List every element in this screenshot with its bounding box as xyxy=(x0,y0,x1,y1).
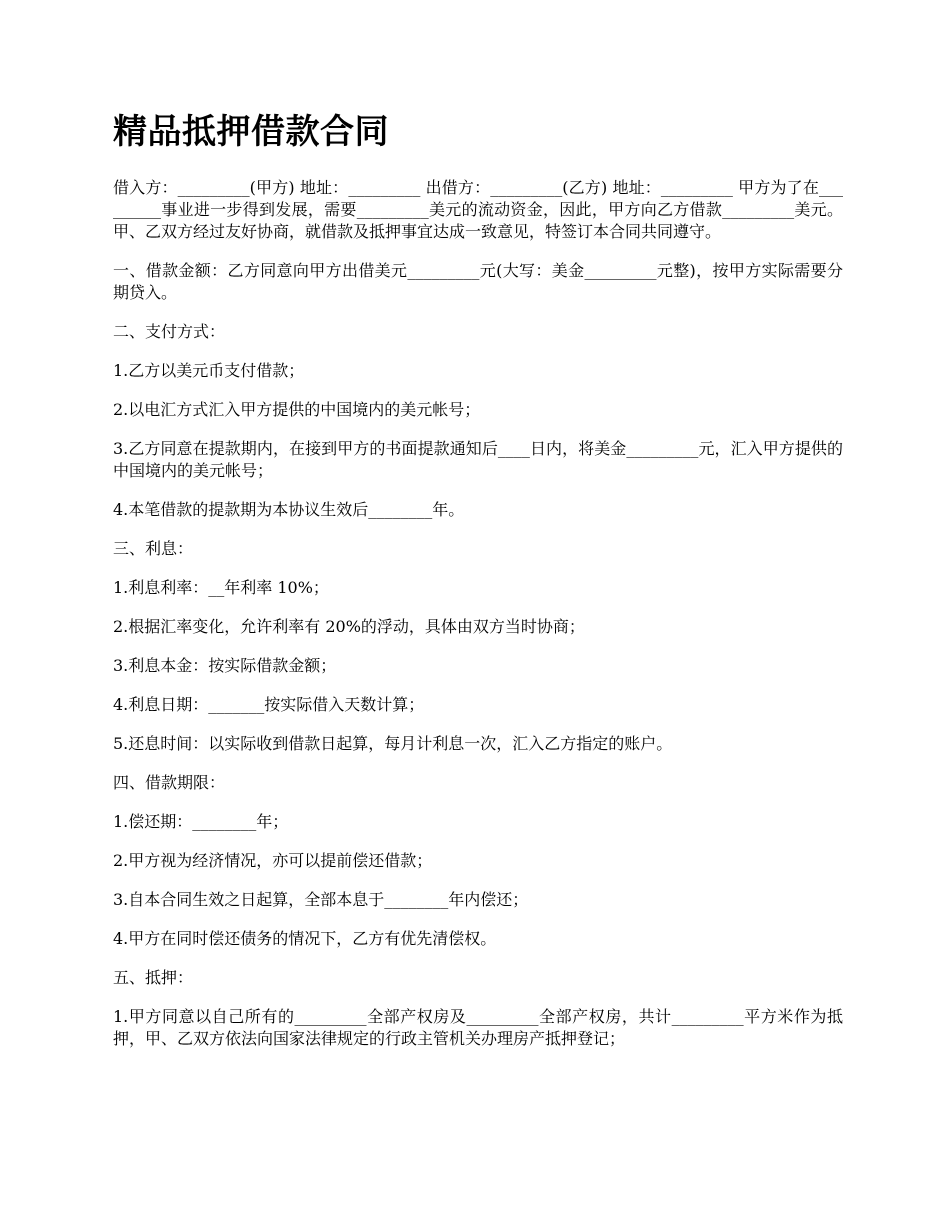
section-3-item-4: 4.利息日期：_______按实际借入天数计算； xyxy=(113,694,425,714)
preamble-paragraph: 借入方：_________(甲方) 地址：_________ 出借方：_________(乙方) 地址：_________ 甲方为了在_________事业进一步得到发展，需要_________美元的流动资金，因此，甲方向乙方借款_________美元。甲、乙双方经过友好协商，就借款及抵押事宜达成一致意见，特签订本合同共同遵守。 xyxy=(113,177,843,241)
section-2-heading: 二、支付方式： xyxy=(113,321,226,341)
section-4-heading: 四、借款期限： xyxy=(113,772,226,792)
section-5-heading: 五、抵押： xyxy=(113,967,194,987)
section-3-item-2: 2.根据汇率变化，允许利率有 20%的浮动，具体由双方当时协商； xyxy=(113,616,585,636)
section-2-item-2: 2.以电汇方式汇入甲方提供的中国境内的美元帐号； xyxy=(113,399,481,419)
document-page xyxy=(113,112,843,1067)
section-3-item-1: 1.利息利率：__年利率 10%； xyxy=(113,577,329,597)
section-3-heading: 三、利息： xyxy=(113,538,194,558)
section-4-item-1: 1.偿还期：________年； xyxy=(113,811,289,831)
section-2-item-3: 3.乙方同意在提款期内，在接到甲方的书面提款通知后____日内，将美金_________元，汇入甲方提供的中国境内的美元帐号； xyxy=(113,438,843,480)
section-1-loan-amount: 一、借款金额：乙方同意向甲方出借美元_________元(大写：美金_________元整)，按甲方实际需要分期贷入。 xyxy=(113,260,843,302)
section-2-item-4: 4.本笔借款的提款期为本协议生效后________年。 xyxy=(113,499,465,519)
section-3-item-5: 5.还息时间：以实际收到借款日起算，每月计利息一次，汇入乙方指定的账户。 xyxy=(113,733,673,753)
section-4-item-2: 2.甲方视为经济情况，亦可以提前偿还借款； xyxy=(113,850,433,870)
section-4-item-3: 3.自本合同生效之日起算，全部本息于________年内偿还； xyxy=(113,889,529,909)
section-5-item-1: 1.甲方同意以自己所有的_________全部产权房及_________全部产权房，共计_________平方米作为抵押，甲、乙双方依法向国家法律规定的行政主管机关办理房产抵押登记； xyxy=(113,1006,843,1048)
document-title: 精品抵押借款合同 xyxy=(113,112,389,152)
section-2-item-1: 1.乙方以美元币支付借款； xyxy=(113,360,305,380)
section-3-item-3: 3.利息本金：按实际借款金额； xyxy=(113,655,337,675)
section-4-item-4: 4.甲方在同时偿还债务的情况下，乙方有优先清偿权。 xyxy=(113,928,497,948)
